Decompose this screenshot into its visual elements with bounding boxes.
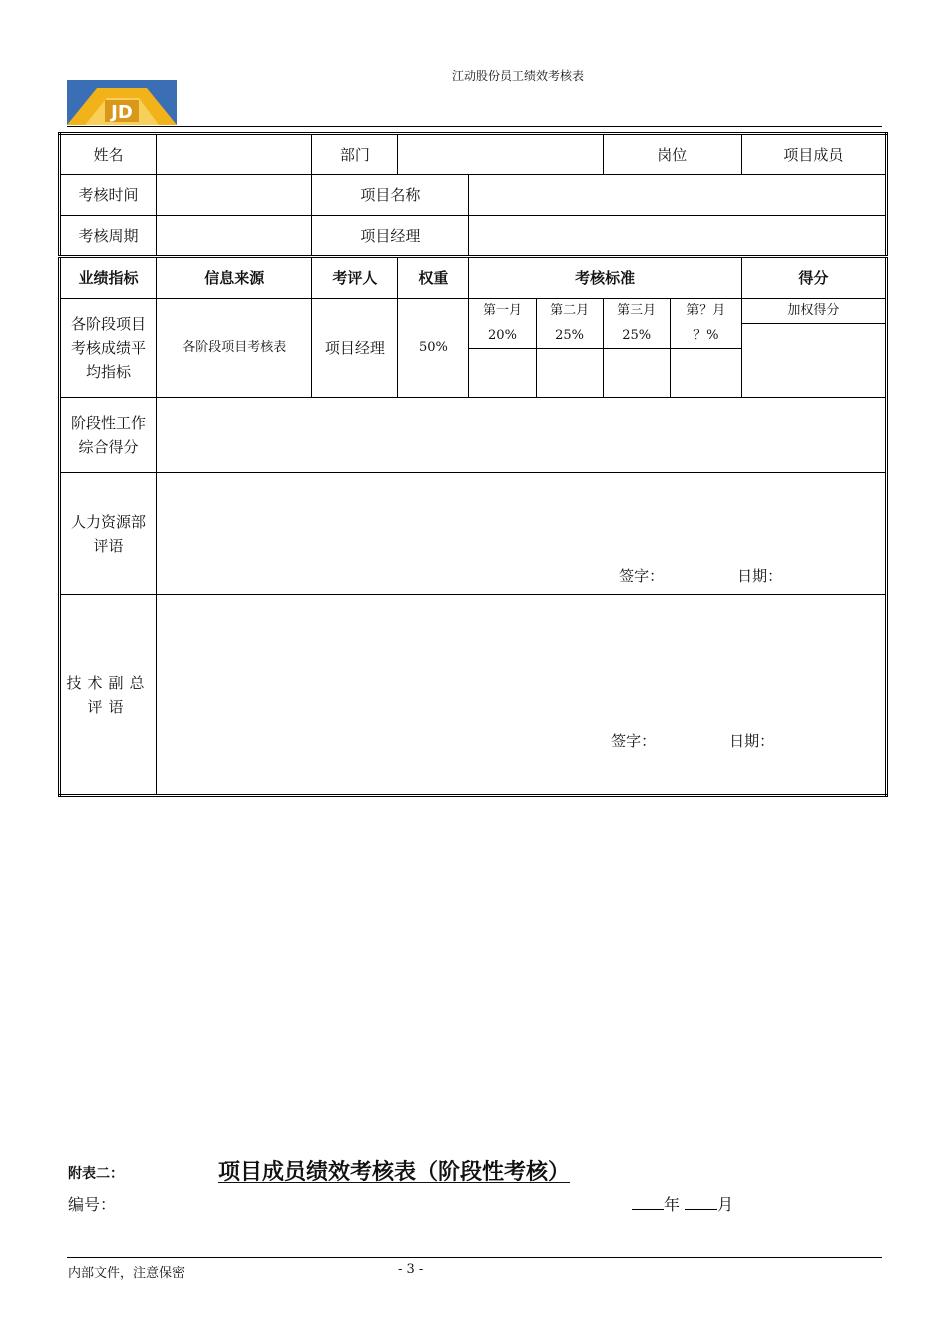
time-label: 考核时间: [60, 175, 157, 216]
header-indicator: 业绩指标: [60, 257, 157, 299]
row-headers: [60, 257, 887, 299]
period-label: 考核周期: [60, 216, 157, 257]
month-2-score[interactable]: [536, 349, 603, 398]
appraisal-form-table: [58, 132, 888, 797]
row-stage-months: [60, 299, 887, 324]
row-hr-comment: [60, 473, 887, 595]
weighted-score-value[interactable]: [741, 324, 886, 398]
header-score: 得分: [741, 257, 886, 299]
row-review-period: [60, 216, 887, 257]
hr-comment-label: 人力资源部评语: [60, 473, 157, 595]
month-label: 月: [717, 1195, 734, 1214]
year-month-field: [632, 1192, 733, 1215]
tech-sign-label: 签字：: [611, 732, 657, 750]
project-name-label: 项目名称: [312, 175, 469, 216]
month-2-pct: 25%: [536, 324, 603, 349]
hr-sign-label: 签字：: [619, 567, 665, 585]
month-3-score[interactable]: [603, 349, 670, 398]
row-tech-comment: [60, 595, 887, 796]
tech-date-label: 日期：: [729, 732, 775, 750]
tech-comment-area[interactable]: [157, 595, 887, 796]
stage-source: 各阶段项目考核表: [157, 299, 312, 398]
month-2-label: 第二月: [536, 299, 603, 324]
weighted-score-label: 加权得分: [741, 299, 886, 324]
work-score-label: 阶段性工作综合得分: [60, 398, 157, 473]
company-logo: [67, 80, 177, 125]
work-score-value[interactable]: [157, 398, 887, 473]
name-value[interactable]: [157, 134, 312, 175]
period-value[interactable]: [157, 216, 312, 257]
project-name-value[interactable]: [469, 175, 887, 216]
name-label: 姓名: [60, 134, 157, 175]
manager-value[interactable]: [469, 216, 887, 257]
tech-comment-label: 技术副总评语: [60, 595, 157, 796]
year-label: 年: [664, 1195, 681, 1214]
appendix-label: 附表二：: [68, 1166, 124, 1182]
header-criteria: 考核标准: [469, 257, 741, 299]
appendix-title: 项目成员绩效考核表（阶段性考核）: [218, 1159, 571, 1185]
month-3-label: 第三月: [603, 299, 670, 324]
header-title: 江动股份员工绩效考核表: [452, 69, 585, 83]
time-value[interactable]: [157, 175, 312, 216]
post-value: 项目成员: [741, 134, 886, 175]
header-weight: 权重: [398, 257, 469, 299]
month-1-pct: 20%: [469, 324, 536, 349]
dept-value[interactable]: [398, 134, 603, 175]
month-1-score[interactable]: [469, 349, 536, 398]
row-review-time: [60, 175, 887, 216]
year-blank[interactable]: [632, 1195, 664, 1210]
stage-weight: 50%: [398, 299, 469, 398]
number-label: 编号：: [68, 1195, 117, 1214]
post-label: 岗位: [603, 134, 741, 175]
stage-reviewer: 项目经理: [312, 299, 398, 398]
month-4-score[interactable]: [670, 349, 741, 398]
stage-indicator-label: 各阶段项目考核成绩平均指标: [60, 299, 157, 398]
header-source: 信息来源: [157, 257, 312, 299]
footer-confidential: 内部文件，注意保密: [68, 1266, 186, 1281]
month-blank[interactable]: [685, 1195, 717, 1210]
header-reviewer: 考评人: [312, 257, 398, 299]
logo-text: JD: [111, 102, 133, 123]
hr-comment-area[interactable]: [157, 473, 887, 595]
manager-label: 项目经理: [312, 216, 469, 257]
footer-rule: [67, 1257, 882, 1258]
month-3-pct: 25%: [603, 324, 670, 349]
month-4-label: 第？月: [670, 299, 741, 324]
dept-label: 部门: [312, 134, 398, 175]
row-work-score: [60, 398, 887, 473]
month-4-pct: ？%: [670, 324, 741, 349]
page-number: - 3 -: [398, 1262, 424, 1277]
row-basic-info: [60, 134, 887, 175]
month-1-label: 第一月: [469, 299, 536, 324]
hr-date-label: 日期：: [737, 567, 783, 585]
header-rule: [67, 126, 882, 127]
